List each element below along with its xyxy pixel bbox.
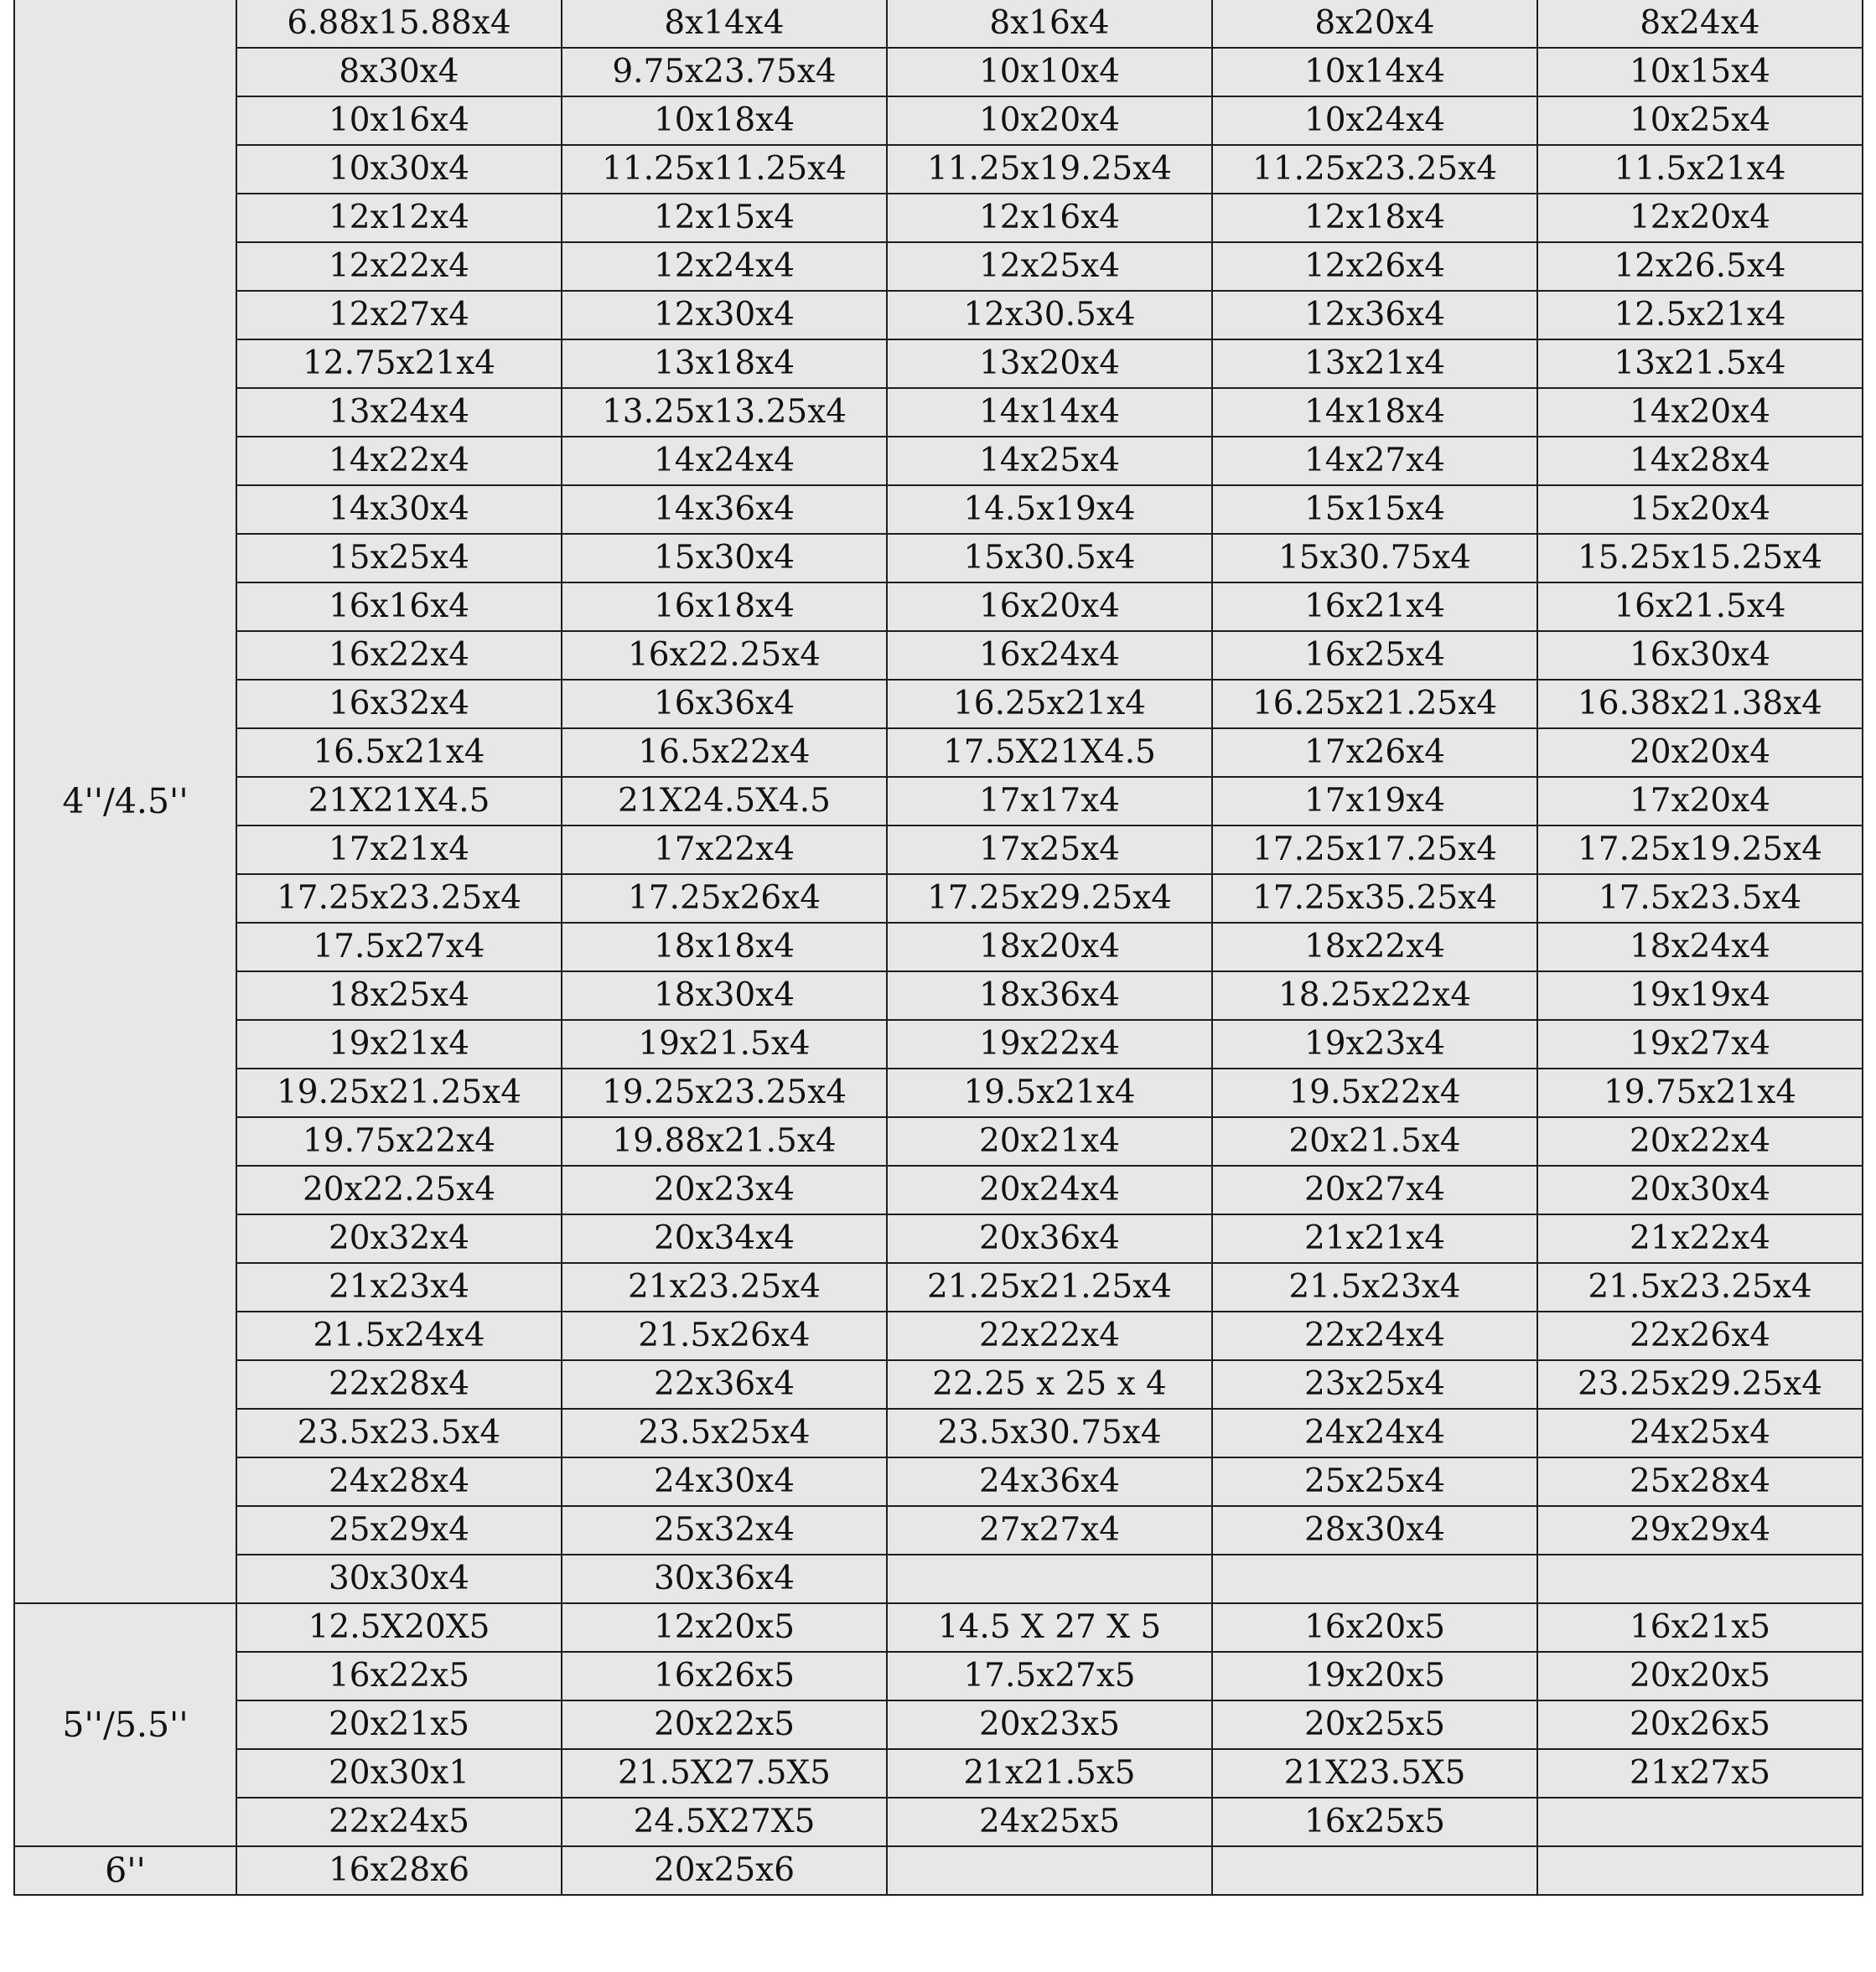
size-cell: 10x15x4 xyxy=(1537,48,1863,96)
size-cell: 19x27x4 xyxy=(1537,1020,1863,1069)
size-cell: 19x21x4 xyxy=(236,1020,562,1069)
size-cell: 12.5X20X5 xyxy=(236,1603,562,1652)
size-cell: 8x20x4 xyxy=(1212,0,1537,48)
filter-size-table xyxy=(13,0,1863,1896)
size-cell: 12x30.5x4 xyxy=(887,291,1212,339)
table-row xyxy=(14,1603,1863,1652)
size-cell: 12x12x4 xyxy=(236,194,562,242)
size-cell: 15x30.75x4 xyxy=(1212,534,1537,582)
size-cell: 23.5x30.75x4 xyxy=(887,1409,1212,1457)
table-row xyxy=(14,1166,1863,1214)
size-cell: 10x16x4 xyxy=(236,96,562,145)
size-cell: 21x21.5x5 xyxy=(887,1749,1212,1798)
size-cell: 17x26x4 xyxy=(1212,728,1537,777)
size-cell: 24x36x4 xyxy=(887,1457,1212,1506)
size-cell: 19x20x5 xyxy=(1212,1652,1537,1700)
size-cell: 14x20x4 xyxy=(1537,388,1863,437)
size-cell: 14.5x19x4 xyxy=(887,485,1212,534)
depth-group-label: 5''/5.5'' xyxy=(14,1603,236,1846)
size-cell: 12x22x4 xyxy=(236,242,562,291)
table-row xyxy=(14,1117,1863,1166)
size-cell: 12x18x4 xyxy=(1212,194,1537,242)
size-cell: 12x30x4 xyxy=(562,291,887,339)
size-cell: 18x22x4 xyxy=(1212,923,1537,971)
size-cell: 17x25x4 xyxy=(887,826,1212,874)
size-cell: 11.25x19.25x4 xyxy=(887,145,1212,194)
depth-group-label: 6'' xyxy=(14,1846,236,1895)
size-cell: 13x24x4 xyxy=(236,388,562,437)
size-cell xyxy=(1537,1798,1863,1846)
size-cell: 16x22x4 xyxy=(236,631,562,680)
size-cell: 16.25x21.25x4 xyxy=(1212,680,1537,728)
table-row xyxy=(14,1506,1863,1555)
table-row xyxy=(14,339,1863,388)
size-cell: 15x30.5x4 xyxy=(887,534,1212,582)
size-cell: 21x23.25x4 xyxy=(562,1263,887,1312)
size-cell: 16x28x6 xyxy=(236,1846,562,1895)
size-cell: 12x26.5x4 xyxy=(1537,242,1863,291)
size-cell: 10x20x4 xyxy=(887,96,1212,145)
size-cell: 14x27x4 xyxy=(1212,437,1537,485)
size-cell: 11.5x21x4 xyxy=(1537,145,1863,194)
size-cell: 8x16x4 xyxy=(887,0,1212,48)
size-cell: 12x15x4 xyxy=(562,194,887,242)
size-cell: 19x21.5x4 xyxy=(562,1020,887,1069)
size-cell: 10x14x4 xyxy=(1212,48,1537,96)
size-cell: 17x21x4 xyxy=(236,826,562,874)
size-cell: 17x22x4 xyxy=(562,826,887,874)
size-cell: 22x36x4 xyxy=(562,1360,887,1409)
size-cell: 11.25x23.25x4 xyxy=(1212,145,1537,194)
size-cell: 22x24x5 xyxy=(236,1798,562,1846)
size-cell: 16x21x4 xyxy=(1212,582,1537,631)
table-row xyxy=(14,1020,1863,1069)
size-cell: 19.5x22x4 xyxy=(1212,1069,1537,1117)
size-cell: 23.5x23.5x4 xyxy=(236,1409,562,1457)
size-cell: 21x22x4 xyxy=(1537,1214,1863,1263)
size-cell: 17x20x4 xyxy=(1537,777,1863,826)
size-cell: 14x25x4 xyxy=(887,437,1212,485)
size-cell: 12x36x4 xyxy=(1212,291,1537,339)
size-cell: 25x25x4 xyxy=(1212,1457,1537,1506)
size-cell: 20x21x4 xyxy=(887,1117,1212,1166)
size-cell: 16x36x4 xyxy=(562,680,887,728)
table-row xyxy=(14,145,1863,194)
size-cell: 22x22x4 xyxy=(887,1312,1212,1360)
size-cell: 17.25x35.25x4 xyxy=(1212,874,1537,923)
size-cell: 22x26x4 xyxy=(1537,1312,1863,1360)
size-cell: 24x28x4 xyxy=(236,1457,562,1506)
size-cell: 10x18x4 xyxy=(562,96,887,145)
size-cell: 10x24x4 xyxy=(1212,96,1537,145)
size-cell: 22.25 x 25 x 4 xyxy=(887,1360,1212,1409)
size-cell: 28x30x4 xyxy=(1212,1506,1537,1555)
size-cell: 23.25x29.25x4 xyxy=(1537,1360,1863,1409)
size-cell: 27x27x4 xyxy=(887,1506,1212,1555)
table-row xyxy=(14,1798,1863,1846)
size-cell: 21X23.5X5 xyxy=(1212,1749,1537,1798)
size-cell: 12.5x21x4 xyxy=(1537,291,1863,339)
size-cell: 16x20x4 xyxy=(887,582,1212,631)
size-cell: 19.88x21.5x4 xyxy=(562,1117,887,1166)
size-cell: 8x24x4 xyxy=(1537,0,1863,48)
table-row xyxy=(14,680,1863,728)
size-cell: 20x25x5 xyxy=(1212,1700,1537,1749)
size-cell: 16x25x4 xyxy=(1212,631,1537,680)
size-cell: 19x23x4 xyxy=(1212,1020,1537,1069)
table-row xyxy=(14,485,1863,534)
size-cell: 21X24.5X4.5 xyxy=(562,777,887,826)
size-cell: 16x21.5x4 xyxy=(1537,582,1863,631)
size-cell: 19.25x23.25x4 xyxy=(562,1069,887,1117)
table-row xyxy=(14,0,1863,48)
table-row xyxy=(14,242,1863,291)
size-cell: 20x22.25x4 xyxy=(236,1166,562,1214)
size-cell: 20x30x4 xyxy=(1537,1166,1863,1214)
size-cell: 14x22x4 xyxy=(236,437,562,485)
table-row xyxy=(14,194,1863,242)
table-row xyxy=(14,923,1863,971)
size-cell: 16x22.25x4 xyxy=(562,631,887,680)
table-row xyxy=(14,777,1863,826)
size-cell: 17.25x17.25x4 xyxy=(1212,826,1537,874)
size-cell: 23.5x25x4 xyxy=(562,1409,887,1457)
table-row xyxy=(14,1069,1863,1117)
table-row xyxy=(14,1312,1863,1360)
size-cell: 17.25x19.25x4 xyxy=(1537,826,1863,874)
size-cell: 30x30x4 xyxy=(236,1555,562,1603)
table-row xyxy=(14,534,1863,582)
size-cell: 16x18x4 xyxy=(562,582,887,631)
size-cell: 17.5x27x5 xyxy=(887,1652,1212,1700)
size-cell xyxy=(1212,1555,1537,1603)
table-row xyxy=(14,1360,1863,1409)
size-cell: 10x30x4 xyxy=(236,145,562,194)
size-cell: 20x34x4 xyxy=(562,1214,887,1263)
size-cell: 24x25x4 xyxy=(1537,1409,1863,1457)
size-cell: 18x36x4 xyxy=(887,971,1212,1020)
size-cell: 22x28x4 xyxy=(236,1360,562,1409)
size-cell: 19.75x21x4 xyxy=(1537,1069,1863,1117)
size-cell: 12x24x4 xyxy=(562,242,887,291)
size-cell: 16x30x4 xyxy=(1537,631,1863,680)
size-cell: 30x36x4 xyxy=(562,1555,887,1603)
depth-group-label: 4''/4.5'' xyxy=(14,0,236,1603)
table-row xyxy=(14,1214,1863,1263)
table-row xyxy=(14,1457,1863,1506)
size-cell: 20x22x5 xyxy=(562,1700,887,1749)
size-cell: 6.88x15.88x4 xyxy=(236,0,562,48)
size-cell: 18x24x4 xyxy=(1537,923,1863,971)
size-cell: 20x26x5 xyxy=(1537,1700,1863,1749)
size-cell: 24x30x4 xyxy=(562,1457,887,1506)
size-cell: 14x24x4 xyxy=(562,437,887,485)
size-cell: 14x36x4 xyxy=(562,485,887,534)
size-cell: 24x25x5 xyxy=(887,1798,1212,1846)
size-cell: 12.75x21x4 xyxy=(236,339,562,388)
size-cell: 12x20x5 xyxy=(562,1603,887,1652)
size-cell: 10x25x4 xyxy=(1537,96,1863,145)
size-cell: 23x25x4 xyxy=(1212,1360,1537,1409)
size-cell: 13x20x4 xyxy=(887,339,1212,388)
size-cell: 18x20x4 xyxy=(887,923,1212,971)
size-cell: 16.25x21x4 xyxy=(887,680,1212,728)
size-cell: 17.5x23.5x4 xyxy=(1537,874,1863,923)
size-cell: 15x15x4 xyxy=(1212,485,1537,534)
size-cell: 21.5x26x4 xyxy=(562,1312,887,1360)
size-cell: 21.5x23.25x4 xyxy=(1537,1263,1863,1312)
size-cell: 20x21x5 xyxy=(236,1700,562,1749)
size-cell: 18x18x4 xyxy=(562,923,887,971)
size-cell: 20x24x4 xyxy=(887,1166,1212,1214)
table-row xyxy=(14,388,1863,437)
size-cell: 13x21.5x4 xyxy=(1537,339,1863,388)
size-cell: 16.5x22x4 xyxy=(562,728,887,777)
size-cell: 20x30x1 xyxy=(236,1749,562,1798)
size-cell: 12x16x4 xyxy=(887,194,1212,242)
size-cell xyxy=(887,1555,1212,1603)
table-row xyxy=(14,437,1863,485)
size-cell xyxy=(1537,1555,1863,1603)
size-cell: 19.5x21x4 xyxy=(887,1069,1212,1117)
table-body xyxy=(14,0,1863,1895)
size-cell: 16x20x5 xyxy=(1212,1603,1537,1652)
table-row xyxy=(14,1409,1863,1457)
size-cell: 17.25x26x4 xyxy=(562,874,887,923)
size-cell xyxy=(887,1846,1212,1895)
size-cell: 20x23x5 xyxy=(887,1700,1212,1749)
size-cell: 16x16x4 xyxy=(236,582,562,631)
size-cell: 15x25x4 xyxy=(236,534,562,582)
size-cell: 20x25x6 xyxy=(562,1846,887,1895)
size-cell: 17.25x23.25x4 xyxy=(236,874,562,923)
size-cell: 12x26x4 xyxy=(1212,242,1537,291)
size-cell: 17.5x27x4 xyxy=(236,923,562,971)
size-cell: 17x19x4 xyxy=(1212,777,1537,826)
table-row xyxy=(14,1263,1863,1312)
size-cell: 16x32x4 xyxy=(236,680,562,728)
size-cell: 14x18x4 xyxy=(1212,388,1537,437)
size-cell: 13x21x4 xyxy=(1212,339,1537,388)
size-cell: 20x20x4 xyxy=(1537,728,1863,777)
size-cell: 17x17x4 xyxy=(887,777,1212,826)
size-cell: 18.25x22x4 xyxy=(1212,971,1537,1020)
size-cell: 11.25x11.25x4 xyxy=(562,145,887,194)
size-cell: 17.25x29.25x4 xyxy=(887,874,1212,923)
size-cell: 16x25x5 xyxy=(1212,1798,1537,1846)
size-cell: 9.75x23.75x4 xyxy=(562,48,887,96)
size-cell: 19x19x4 xyxy=(1537,971,1863,1020)
table-row xyxy=(14,1700,1863,1749)
size-cell: 22x24x4 xyxy=(1212,1312,1537,1360)
size-cell: 16.5x21x4 xyxy=(236,728,562,777)
size-cell: 12x25x4 xyxy=(887,242,1212,291)
size-cell: 16x24x4 xyxy=(887,631,1212,680)
table-row xyxy=(14,631,1863,680)
size-cell: 21.5x24x4 xyxy=(236,1312,562,1360)
table-row xyxy=(14,291,1863,339)
size-cell: 16.38x21.38x4 xyxy=(1537,680,1863,728)
table-row xyxy=(14,826,1863,874)
size-cell: 19.75x22x4 xyxy=(236,1117,562,1166)
table-row xyxy=(14,1652,1863,1700)
size-cell: 8x30x4 xyxy=(236,48,562,96)
size-cell: 19.25x21.25x4 xyxy=(236,1069,562,1117)
size-cell: 16x21x5 xyxy=(1537,1603,1863,1652)
size-cell: 20x27x4 xyxy=(1212,1166,1537,1214)
size-cell: 8x14x4 xyxy=(562,0,887,48)
size-cell: 21.5x23x4 xyxy=(1212,1263,1537,1312)
table-row xyxy=(14,1555,1863,1603)
size-cell: 13x18x4 xyxy=(562,339,887,388)
size-cell: 19x22x4 xyxy=(887,1020,1212,1069)
size-cell: 15.25x15.25x4 xyxy=(1537,534,1863,582)
size-cell: 16x22x5 xyxy=(236,1652,562,1700)
size-cell: 20x36x4 xyxy=(887,1214,1212,1263)
size-cell: 21.25x21.25x4 xyxy=(887,1263,1212,1312)
size-cell: 20x22x4 xyxy=(1537,1117,1863,1166)
size-cell: 13.25x13.25x4 xyxy=(562,388,887,437)
size-cell: 12x20x4 xyxy=(1537,194,1863,242)
size-cell: 14x30x4 xyxy=(236,485,562,534)
size-cell: 25x32x4 xyxy=(562,1506,887,1555)
size-cell: 25x28x4 xyxy=(1537,1457,1863,1506)
table-row xyxy=(14,728,1863,777)
size-cell: 25x29x4 xyxy=(236,1506,562,1555)
table-row xyxy=(14,874,1863,923)
size-cell: 16x26x5 xyxy=(562,1652,887,1700)
size-cell: 20x21.5x4 xyxy=(1212,1117,1537,1166)
size-cell: 24x24x4 xyxy=(1212,1409,1537,1457)
size-cell: 17.5X21X4.5 xyxy=(887,728,1212,777)
size-cell: 21x23x4 xyxy=(236,1263,562,1312)
size-cell: 20x20x5 xyxy=(1537,1652,1863,1700)
size-cell: 20x32x4 xyxy=(236,1214,562,1263)
size-cell: 18x30x4 xyxy=(562,971,887,1020)
size-cell: 21.5X27.5X5 xyxy=(562,1749,887,1798)
table-row xyxy=(14,971,1863,1020)
size-cell: 15x30x4 xyxy=(562,534,887,582)
table-row xyxy=(14,48,1863,96)
table-row xyxy=(14,1749,1863,1798)
size-cell: 14x14x4 xyxy=(887,388,1212,437)
size-cell: 21X21X4.5 xyxy=(236,777,562,826)
size-cell: 24.5X27X5 xyxy=(562,1798,887,1846)
table-row xyxy=(14,1846,1863,1895)
size-cell: 20x23x4 xyxy=(562,1166,887,1214)
size-cell: 21x21x4 xyxy=(1212,1214,1537,1263)
size-cell: 15x20x4 xyxy=(1537,485,1863,534)
table-row xyxy=(14,582,1863,631)
size-cell: 14.5 X 27 X 5 xyxy=(887,1603,1212,1652)
size-cell: 10x10x4 xyxy=(887,48,1212,96)
size-cell xyxy=(1537,1846,1863,1895)
size-cell: 21x27x5 xyxy=(1537,1749,1863,1798)
size-cell: 14x28x4 xyxy=(1537,437,1863,485)
size-cell xyxy=(1212,1846,1537,1895)
table-row xyxy=(14,96,1863,145)
size-cell: 12x27x4 xyxy=(236,291,562,339)
size-cell: 18x25x4 xyxy=(236,971,562,1020)
size-cell: 29x29x4 xyxy=(1537,1506,1863,1555)
